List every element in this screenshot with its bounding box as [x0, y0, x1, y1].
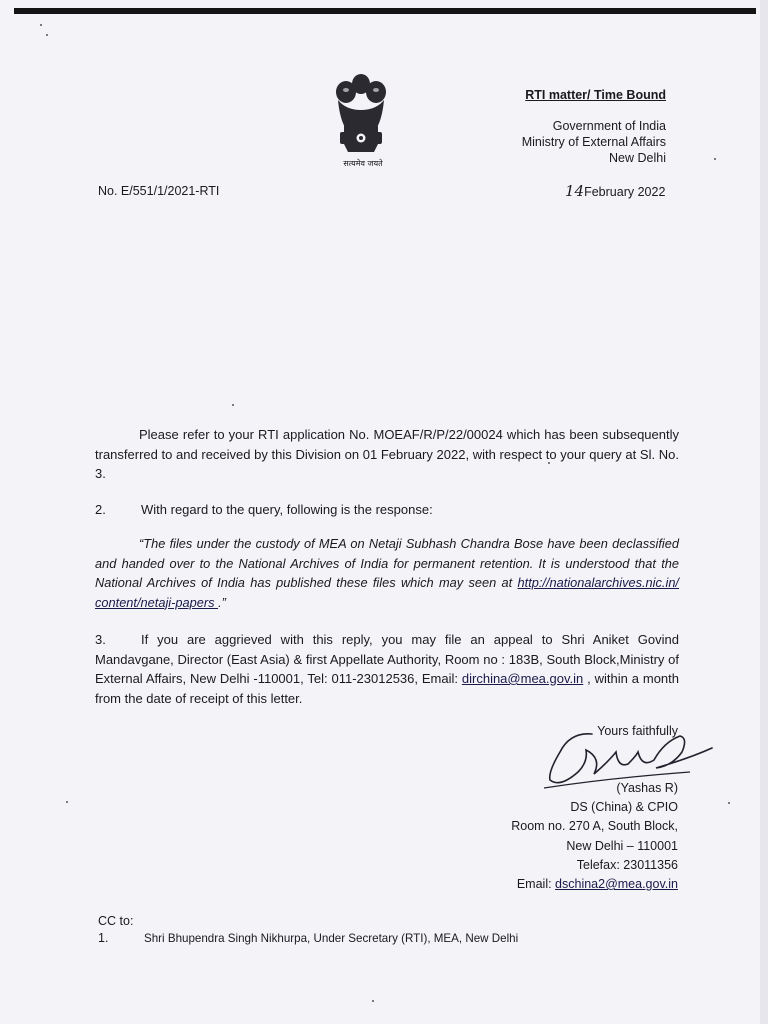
- signatory-designation: DS (China) & CPIO: [570, 800, 678, 815]
- paragraph-2-text: With regard to the query, following is the response:: [141, 502, 433, 517]
- cc-item-number: 1.: [98, 931, 109, 945]
- cc-list-item: [98, 931, 518, 945]
- letter-date: [565, 182, 665, 200]
- cc-label: CC to:: [98, 914, 134, 928]
- scan-speck: [232, 404, 234, 406]
- scan-speck: [66, 801, 68, 803]
- org-line-2: Ministry of External Affairs: [521, 135, 666, 149]
- date-month-year: February 2022: [584, 185, 666, 199]
- closing: Yours faithfully: [597, 724, 678, 738]
- paragraph-2-number: 2.: [95, 502, 106, 517]
- signatory-room: Room no. 270 A, South Block,: [511, 819, 678, 834]
- quote-text: “The files under the custody of MEA on Netaji Subhash Chandra Bose have been declassified and handed over to the National Archives of India for permanent retention. It is understood that the National Archives of India has published these files which may seen at: [95, 536, 679, 590]
- signatory-telefax: Telefax: 23011356: [576, 857, 678, 872]
- quote-end: .”: [218, 594, 226, 610]
- org-line-1: Government of India: [552, 119, 666, 133]
- signatory-block: [511, 779, 678, 894]
- rti-marking: RTI matter/ Time Bound: [525, 88, 666, 102]
- paragraph-3-number: 3.: [95, 632, 106, 647]
- cc-item-text: Shri Bhupendra Singh Nikhurpa, Under Secretary (RTI), MEA, New Delhi: [144, 932, 519, 945]
- national-archives-link[interactable]: http://nationalarchives.nic.in/ content/netaji-papers: [95, 575, 679, 610]
- signatory-city: New Delhi – 110001: [566, 838, 678, 853]
- paragraph-3: [95, 630, 679, 708]
- paragraph-1: [95, 425, 679, 484]
- scan-speck: [714, 158, 716, 160]
- reference-number: No. E/551/1/2021-RTI: [98, 184, 220, 198]
- paragraph-3-text-end: , within a month from the date of receipt of this letter.: [95, 671, 679, 706]
- org-line-3: New Delhi: [609, 151, 666, 165]
- signatory-email-line: Email: dschina2@mea.gov.in: [516, 877, 678, 892]
- signatory-name: (Yashas R): [616, 781, 678, 795]
- signatory-email-link[interactable]: dschina2@mea.gov.in: [555, 877, 678, 892]
- scan-speck: [46, 34, 48, 36]
- issuing-office: [522, 118, 666, 166]
- paragraph-3-text: If you are aggrieved with this reply, you may file an appeal to Shri Aniket Govind Mandavgane, Director (East Asia) & first Appellate Authority, Room no : 183B, South Block,Ministry of External Affairs, New Delhi -110001, Tel: 011-23012536, Email:: [95, 632, 679, 686]
- paragraph-2: [95, 500, 679, 520]
- appellate-email-link[interactable]: dirchina@mea.gov.in: [461, 671, 584, 686]
- scan-right-edge: [760, 0, 768, 1024]
- emblem-motto: सत्यमेव जयते: [343, 159, 383, 168]
- scan-speck: [40, 24, 42, 26]
- quoted-response: [95, 534, 679, 612]
- scan-speck: [372, 1000, 374, 1002]
- scan-top-border: [14, 8, 756, 14]
- paragraph-1-text: Please refer to your RTI application No. MOEAF/R/P/22/00024 which has been subsequently transferred to and received by this Division on 01 February 2022, with respect to your query at Sl. No. 3.: [95, 427, 679, 481]
- scan-speck: [548, 462, 550, 464]
- date-day-handwritten: 14: [565, 182, 585, 200]
- scan-speck: [728, 802, 730, 804]
